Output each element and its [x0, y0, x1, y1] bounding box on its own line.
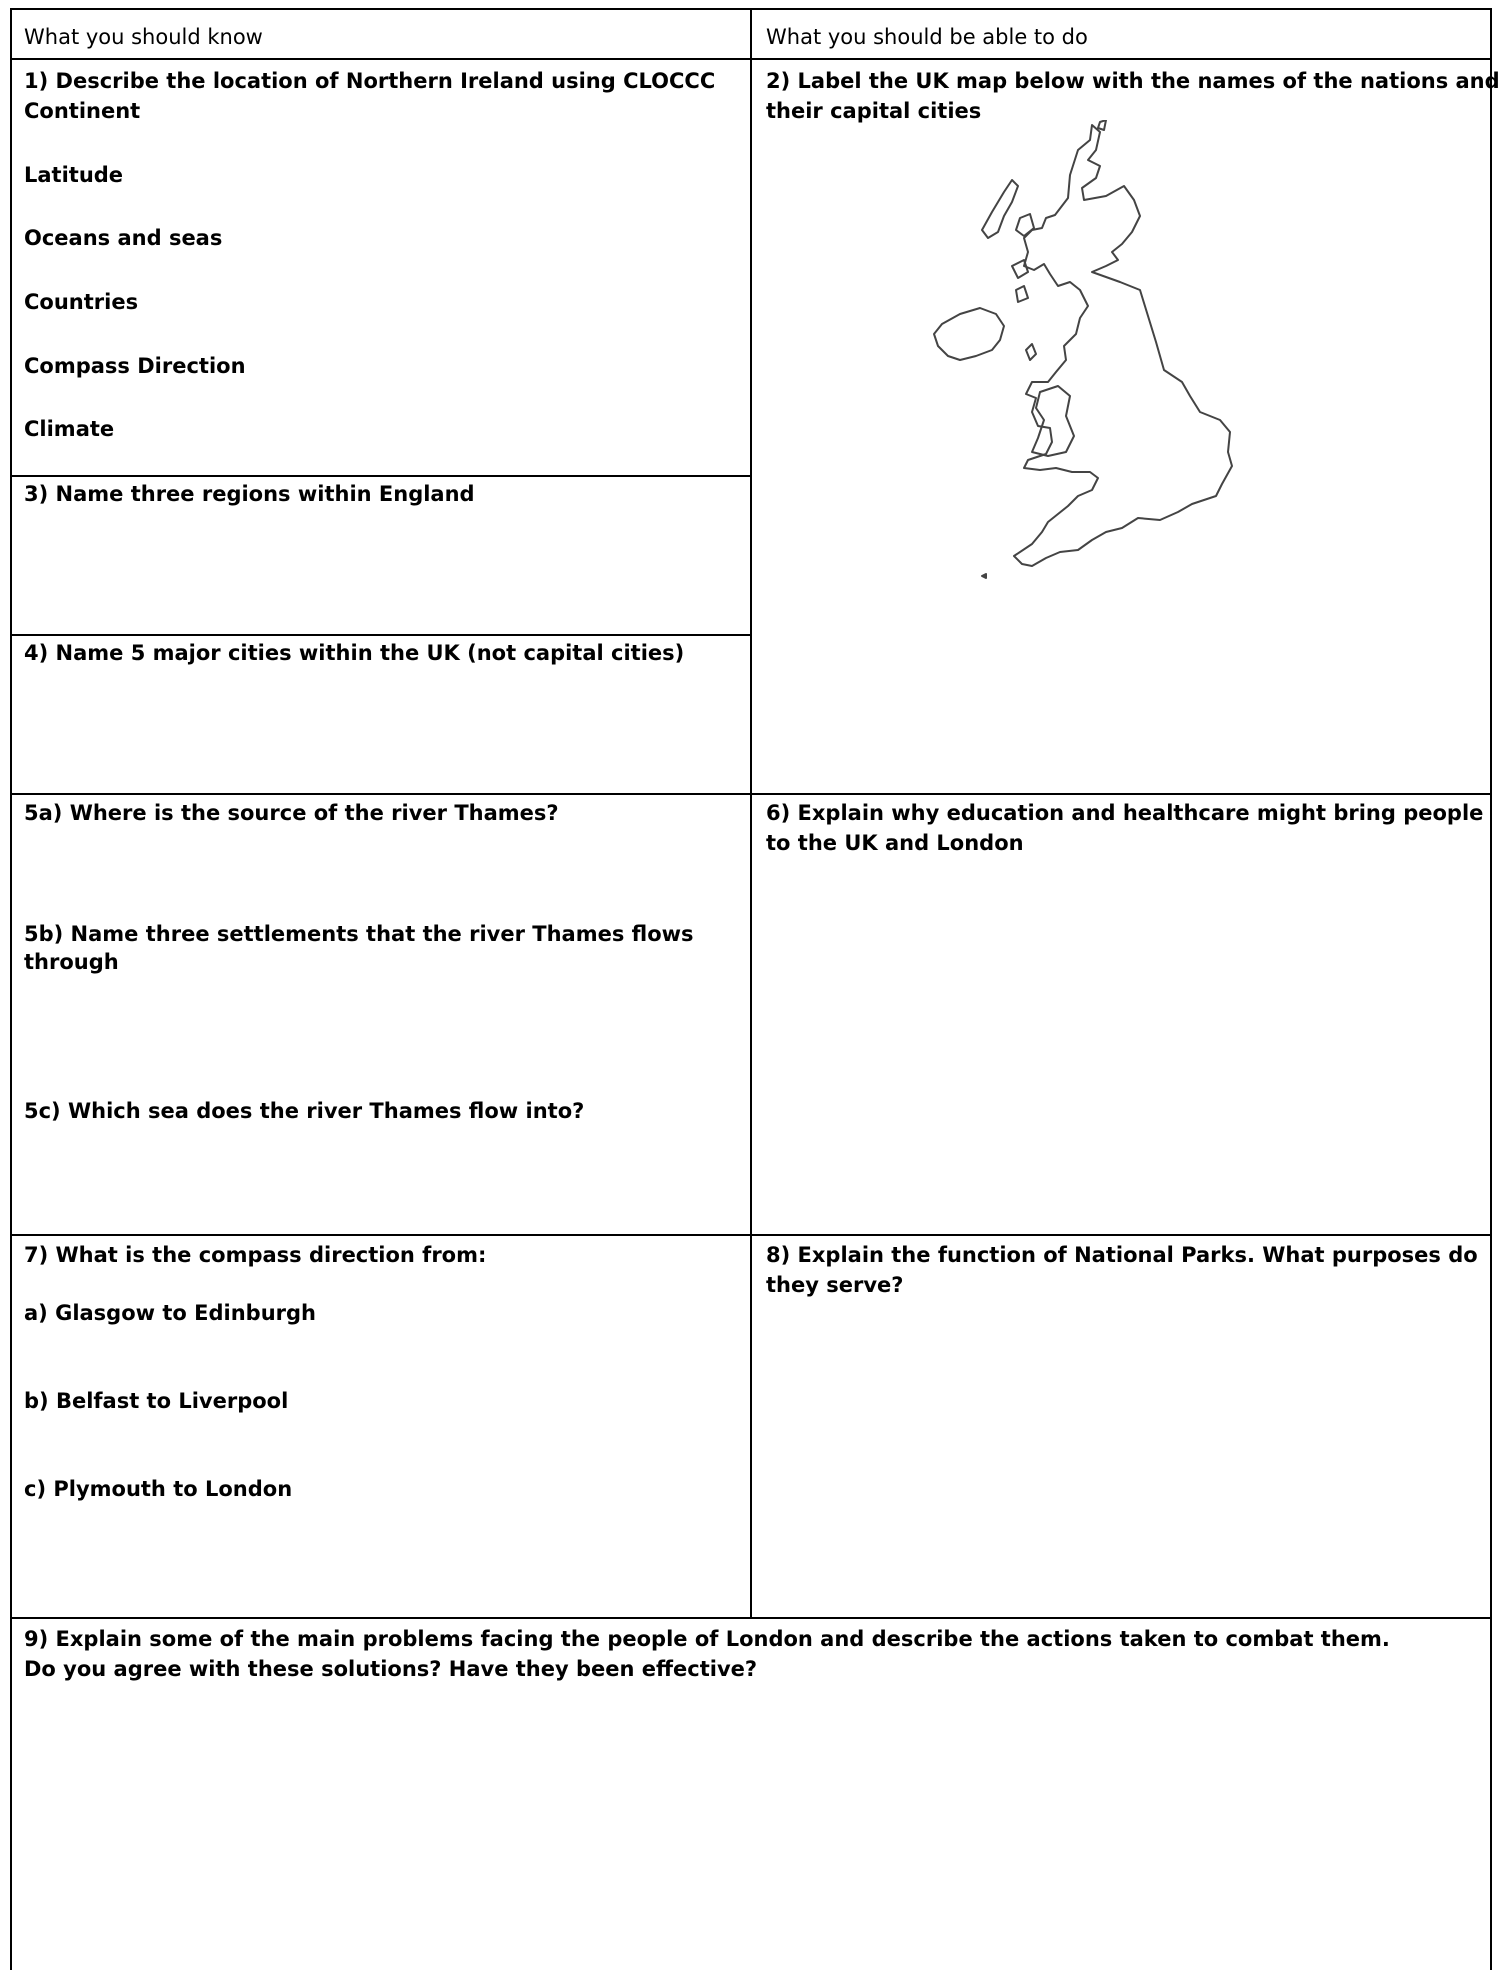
q6-title-line1: 6) Explain why education and healthcare might bring people	[766, 801, 1484, 825]
q8-title-line1: 8) Explain the function of National Parks. What purposes do	[766, 1243, 1478, 1267]
q7c: c) Plymouth to London	[24, 1477, 293, 1501]
q5a-title: 5a) Where is the source of the river Thames?	[24, 801, 559, 825]
border-left	[10, 8, 12, 1970]
border-right	[1490, 8, 1492, 1970]
mull-outline	[1012, 260, 1028, 278]
uk-map-icon	[920, 120, 1310, 700]
row-divider-q3	[10, 634, 751, 636]
row-divider-q5	[10, 1234, 1492, 1236]
q1-item-compass: Compass Direction	[24, 354, 246, 378]
wales-outline	[1032, 386, 1074, 456]
q1-item-continent: Continent	[24, 99, 141, 123]
row-divider-map	[10, 793, 1492, 795]
q1-title: 1) Describe the location of Northern Ireland using CLOCCC	[24, 69, 716, 93]
isle-of-man-outline	[1026, 344, 1036, 360]
row-divider-header	[10, 58, 1492, 60]
q2-title-line1: 2) Label the UK map below with the names of the nations and	[766, 69, 1500, 93]
q5c-title: 5c) Which sea does the river Thames flow into?	[24, 1099, 585, 1123]
scilly-dot	[982, 574, 986, 578]
q9-line2: Do you agree with these solutions? Have they been effective?	[24, 1657, 758, 1681]
q5b-title-line1: 5b) Name three settlements that the river Thames flows	[24, 922, 694, 946]
q1-item-climate: Climate	[24, 417, 115, 441]
shetland-outline	[1098, 120, 1106, 130]
q1-item-countries: Countries	[24, 290, 139, 314]
q2-title-line2: their capital cities	[766, 99, 982, 123]
column-divider	[750, 8, 752, 1618]
q7a: a) Glasgow to Edinburgh	[24, 1301, 316, 1325]
q5b-title-line2: through	[24, 950, 119, 974]
row-divider-q1	[10, 475, 751, 477]
q6-title-line2: to the UK and London	[766, 831, 1024, 855]
row-divider-q7	[10, 1617, 1492, 1619]
q8-title-line2: they serve?	[766, 1273, 904, 1297]
q1-item-oceans: Oceans and seas	[24, 226, 223, 250]
hebrides-outline	[982, 180, 1018, 238]
islay-outline	[1016, 286, 1028, 302]
q4-title: 4) Name 5 major cities within the UK (not capital cities)	[24, 641, 685, 665]
skye-outline	[1016, 214, 1034, 236]
q7b: b) Belfast to Liverpool	[24, 1389, 289, 1413]
northern-ireland-outline	[934, 308, 1004, 360]
q9-line1: 9) Explain some of the main problems facing the people of London and describe the actions taken to combat them.	[24, 1627, 1390, 1651]
great-britain-outline	[1014, 125, 1232, 566]
q7-title: 7) What is the compass direction from:	[24, 1243, 487, 1267]
header-left: What you should know	[24, 25, 263, 49]
q3-title: 3) Name three regions within England	[24, 482, 475, 506]
q1-item-latitude: Latitude	[24, 163, 124, 187]
header-right: What you should be able to do	[766, 25, 1088, 49]
